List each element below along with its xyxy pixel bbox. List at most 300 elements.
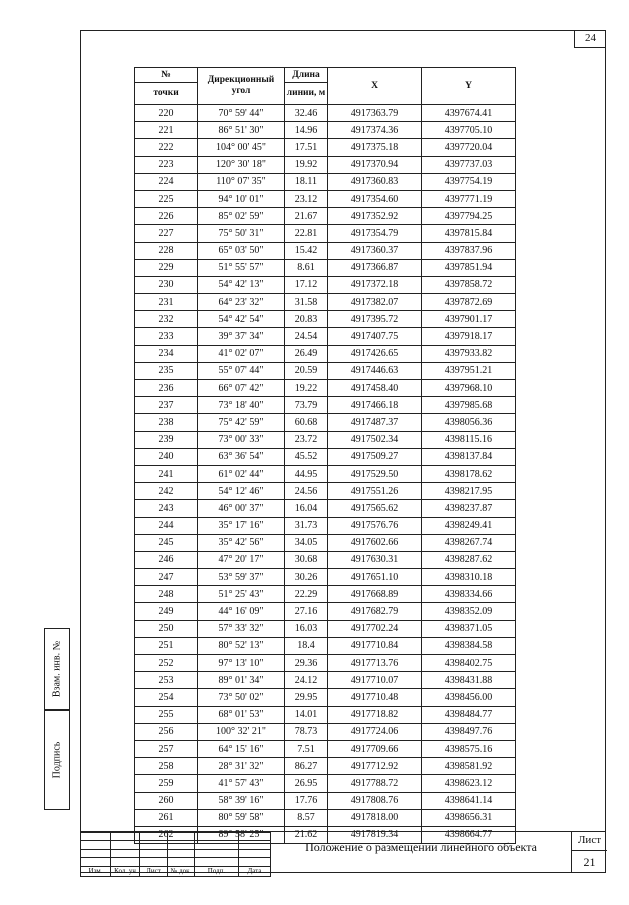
- cell-line-length: 29.95: [285, 689, 328, 706]
- cell-coord-x: 4917487.37: [328, 414, 422, 431]
- stamp-cell: [81, 833, 111, 841]
- cell-line-length: 18.4: [285, 637, 328, 654]
- cell-point-no: 245: [135, 534, 198, 551]
- cell-coord-y: 4397851.94: [422, 259, 516, 276]
- cell-direction-angle: 64° 23' 32": [198, 294, 285, 311]
- table-row: [135, 242, 516, 259]
- cell-line-length: 22.29: [285, 586, 328, 603]
- cell-direction-angle: 54° 42' 54": [198, 311, 285, 328]
- cell-coord-y: 4397737.03: [422, 156, 516, 173]
- table-row: [135, 139, 516, 156]
- cell-line-length: 8.57: [285, 809, 328, 826]
- cell-point-no: 221: [135, 122, 198, 139]
- cell-coord-y: 4398115.16: [422, 431, 516, 448]
- cell-direction-angle: 64° 15' 16": [198, 740, 285, 757]
- cell-coord-x: 4917724.06: [328, 723, 422, 740]
- header-length: Длина: [285, 68, 328, 83]
- cell-coord-x: 4917360.37: [328, 242, 422, 259]
- table-row: [135, 397, 516, 414]
- cell-direction-angle: 63° 36' 54": [198, 448, 285, 465]
- cell-line-length: 26.95: [285, 775, 328, 792]
- cell-point-no: 244: [135, 517, 198, 534]
- cell-direction-angle: 41° 57' 43": [198, 775, 285, 792]
- stamp-sheet: [571, 832, 607, 872]
- table-row: [135, 792, 516, 809]
- cell-coord-y: 4398217.95: [422, 483, 516, 500]
- table-row: [135, 328, 516, 345]
- table-row: [135, 483, 516, 500]
- cell-direction-angle: 89° 58' 25": [198, 826, 285, 843]
- stamp-cell: [239, 833, 271, 841]
- stamp-cell: [168, 833, 195, 841]
- cell-coord-y: 4398656.31: [422, 809, 516, 826]
- cell-coord-x: 4917709.66: [328, 740, 422, 757]
- stamp-cell: [140, 841, 168, 849]
- cell-coord-y: 4397794.25: [422, 208, 516, 225]
- table-row: [135, 276, 516, 293]
- cell-line-length: 32.46: [285, 105, 328, 122]
- table-row: [135, 105, 516, 122]
- cell-direction-angle: 51° 25' 43": [198, 586, 285, 603]
- cell-direction-angle: 39° 37' 34": [198, 328, 285, 345]
- stamp-col-label: Лист: [140, 866, 168, 876]
- cell-point-no: 247: [135, 569, 198, 586]
- cell-coord-x: 4917407.75: [328, 328, 422, 345]
- cell-line-length: 44.95: [285, 465, 328, 482]
- cell-direction-angle: 35° 17' 16": [198, 517, 285, 534]
- cell-direction-angle: 73° 00' 33": [198, 431, 285, 448]
- cell-point-no: 254: [135, 689, 198, 706]
- table-row: [135, 294, 516, 311]
- cell-coord-x: 4917710.48: [328, 689, 422, 706]
- cell-direction-angle: 55° 07' 44": [198, 362, 285, 379]
- cell-direction-angle: 80° 59' 58": [198, 809, 285, 826]
- cell-direction-angle: 44° 16' 09": [198, 603, 285, 620]
- cell-coord-y: 4398137.84: [422, 448, 516, 465]
- side-box-podpis: [44, 710, 70, 810]
- stamp-cell: [140, 833, 168, 841]
- table-row: [135, 723, 516, 740]
- cell-line-length: 29.36: [285, 655, 328, 672]
- cell-point-no: 258: [135, 758, 198, 775]
- cell-coord-x: 4917668.89: [328, 586, 422, 603]
- stamp-cell: [81, 841, 111, 849]
- cell-direction-angle: 57° 33' 32": [198, 620, 285, 637]
- table-row: [135, 689, 516, 706]
- header-point-no: №: [135, 68, 198, 83]
- cell-line-length: 19.92: [285, 156, 328, 173]
- cell-direction-angle: 35° 42' 56": [198, 534, 285, 551]
- stamp-cell: [168, 858, 195, 866]
- cell-coord-y: 4397705.10: [422, 122, 516, 139]
- cell-line-length: 60.68: [285, 414, 328, 431]
- cell-coord-x: 4917502.34: [328, 431, 422, 448]
- stamp-cell: [111, 841, 140, 849]
- cell-point-no: 242: [135, 483, 198, 500]
- cell-point-no: 220: [135, 105, 198, 122]
- cell-line-length: 21.67: [285, 208, 328, 225]
- table-row: [135, 672, 516, 689]
- stamp-cell: [168, 849, 195, 857]
- cell-coord-y: 4397674.41: [422, 105, 516, 122]
- cell-point-no: 227: [135, 225, 198, 242]
- cell-line-length: 23.12: [285, 190, 328, 207]
- cell-line-length: 34.05: [285, 534, 328, 551]
- cell-line-length: 26.49: [285, 345, 328, 362]
- table-row: [135, 465, 516, 482]
- cell-coord-x: 4917354.79: [328, 225, 422, 242]
- stamp-col-label: Кол. уч: [111, 866, 140, 876]
- cell-direction-angle: 41° 02' 07": [198, 345, 285, 362]
- cell-point-no: 252: [135, 655, 198, 672]
- header-direction: Дирекционный угол: [198, 68, 285, 105]
- stamp-cell: [195, 841, 239, 849]
- cell-line-length: 31.58: [285, 294, 328, 311]
- cell-coord-x: 4917375.18: [328, 139, 422, 156]
- table-row: [135, 208, 516, 225]
- cell-coord-x: 4917551.26: [328, 483, 422, 500]
- cell-point-no: 246: [135, 551, 198, 568]
- cell-line-length: 78.73: [285, 723, 328, 740]
- cell-point-no: 253: [135, 672, 198, 689]
- table-row: [135, 569, 516, 586]
- cell-coord-x: 4917788.72: [328, 775, 422, 792]
- cell-direction-angle: 58° 39' 16": [198, 792, 285, 809]
- cell-line-length: 27.16: [285, 603, 328, 620]
- stamp-col-label: № док.: [168, 866, 195, 876]
- table-row: [135, 534, 516, 551]
- cell-point-no: 237: [135, 397, 198, 414]
- cell-point-no: 240: [135, 448, 198, 465]
- table-row: [135, 517, 516, 534]
- cell-point-no: 235: [135, 362, 198, 379]
- cell-point-no: 257: [135, 740, 198, 757]
- cell-direction-angle: 110° 07' 35": [198, 173, 285, 190]
- cell-coord-x: 4917576.76: [328, 517, 422, 534]
- cell-line-length: 21.62: [285, 826, 328, 843]
- cell-direction-angle: 75° 42' 59": [198, 414, 285, 431]
- cell-coord-y: 4397968.10: [422, 380, 516, 397]
- cell-direction-angle: 73° 50' 02": [198, 689, 285, 706]
- cell-point-no: 241: [135, 465, 198, 482]
- cell-point-no: 262: [135, 826, 198, 843]
- cell-coord-x: 4917565.62: [328, 500, 422, 517]
- cell-line-length: 15.42: [285, 242, 328, 259]
- cell-coord-y: 4398237.87: [422, 500, 516, 517]
- table-row: [135, 500, 516, 517]
- cell-line-length: 23.72: [285, 431, 328, 448]
- table-row: [135, 380, 516, 397]
- side-label-podpis: Подпись: [51, 741, 63, 779]
- cell-line-length: 24.12: [285, 672, 328, 689]
- table-row: [135, 740, 516, 757]
- stamp-cell: [195, 833, 239, 841]
- cell-coord-x: 4917529.50: [328, 465, 422, 482]
- cell-point-no: 255: [135, 706, 198, 723]
- cell-coord-y: 4398641.14: [422, 792, 516, 809]
- cell-coord-x: 4917458.40: [328, 380, 422, 397]
- header-length-sub: линии, м: [285, 83, 328, 105]
- cell-point-no: 234: [135, 345, 198, 362]
- stamp-grid: [80, 832, 271, 877]
- cell-point-no: 251: [135, 637, 198, 654]
- cell-point-no: 239: [135, 431, 198, 448]
- cell-coord-y: 4398402.75: [422, 655, 516, 672]
- cell-direction-angle: 120° 30' 18": [198, 156, 285, 173]
- cell-point-no: 225: [135, 190, 198, 207]
- cell-coord-y: 4397933.82: [422, 345, 516, 362]
- cell-direction-angle: 65° 03' 50": [198, 242, 285, 259]
- stamp-cell: [140, 849, 168, 857]
- cell-direction-angle: 66° 07' 42": [198, 380, 285, 397]
- cell-line-length: 73.79: [285, 397, 328, 414]
- table-row: [135, 311, 516, 328]
- table-row: [135, 809, 516, 826]
- cell-coord-y: 4397837.96: [422, 242, 516, 259]
- cell-direction-angle: 104° 00' 45": [198, 139, 285, 156]
- cell-coord-y: 4398384.58: [422, 637, 516, 654]
- table-row: [135, 225, 516, 242]
- stamp-cell: [81, 858, 111, 866]
- stamp-cell: [168, 841, 195, 849]
- cell-coord-y: 4398664.77: [422, 826, 516, 843]
- cell-coord-y: 4397872.69: [422, 294, 516, 311]
- cell-direction-angle: 54° 42' 13": [198, 276, 285, 293]
- stamp-cell: [111, 858, 140, 866]
- table-row: [135, 156, 516, 173]
- stamp-sheet-number: 21: [583, 855, 596, 869]
- cell-direction-angle: 28° 31' 32": [198, 758, 285, 775]
- stamp-cell: [140, 858, 168, 866]
- cell-direction-angle: 100° 32' 21": [198, 723, 285, 740]
- cell-line-length: 8.61: [285, 259, 328, 276]
- cell-point-no: 224: [135, 173, 198, 190]
- cell-point-no: 243: [135, 500, 198, 517]
- cell-direction-angle: 80° 52' 13": [198, 637, 285, 654]
- cell-coord-y: 4398497.76: [422, 723, 516, 740]
- stamp-cell: [111, 833, 140, 841]
- title-block: [80, 831, 606, 874]
- cell-coord-x: 4917819.34: [328, 826, 422, 843]
- cell-point-no: 228: [135, 242, 198, 259]
- table-row: [135, 259, 516, 276]
- stamp-cell: [239, 858, 271, 866]
- cell-point-no: 259: [135, 775, 198, 792]
- cell-coord-y: 4397815.84: [422, 225, 516, 242]
- cell-direction-angle: 61° 02' 44": [198, 465, 285, 482]
- stamp-title: [270, 832, 571, 872]
- cell-direction-angle: 94° 10' 01": [198, 190, 285, 207]
- cell-point-no: 261: [135, 809, 198, 826]
- cell-coord-y: 4397985.68: [422, 397, 516, 414]
- cell-line-length: 86.27: [285, 758, 328, 775]
- cell-coord-x: 4917710.07: [328, 672, 422, 689]
- cell-line-length: 16.04: [285, 500, 328, 517]
- cell-direction-angle: 85° 02' 59": [198, 208, 285, 225]
- stamp-cell: [239, 841, 271, 849]
- cell-line-length: 17.51: [285, 139, 328, 156]
- stamp-col-label: Дата: [239, 866, 271, 876]
- cell-coord-y: 4398310.18: [422, 569, 516, 586]
- table-row: [135, 362, 516, 379]
- cell-line-length: 17.12: [285, 276, 328, 293]
- table-row: [135, 448, 516, 465]
- header-point-sub: точки: [135, 83, 198, 105]
- table-row: [135, 620, 516, 637]
- stamp-sheet-label: Лист: [572, 832, 607, 851]
- cell-line-length: 14.96: [285, 122, 328, 139]
- table-row: [135, 122, 516, 139]
- cell-coord-y: 4398623.12: [422, 775, 516, 792]
- cell-line-length: 22.81: [285, 225, 328, 242]
- cell-coord-x: 4917818.00: [328, 809, 422, 826]
- cell-point-no: 248: [135, 586, 198, 603]
- cell-coord-y: 4398249.41: [422, 517, 516, 534]
- header-x: X: [328, 68, 422, 105]
- cell-line-length: 20.59: [285, 362, 328, 379]
- cell-coord-y: 4398484.77: [422, 706, 516, 723]
- cell-direction-angle: 54° 12' 46": [198, 483, 285, 500]
- table-row: [135, 173, 516, 190]
- cell-point-no: 249: [135, 603, 198, 620]
- cell-coord-y: 4398575.16: [422, 740, 516, 757]
- cell-point-no: 233: [135, 328, 198, 345]
- side-box-vzam: [44, 628, 70, 710]
- cell-direction-angle: 51° 55' 57": [198, 259, 285, 276]
- cell-coord-x: 4917372.18: [328, 276, 422, 293]
- cell-coord-y: 4398371.05: [422, 620, 516, 637]
- cell-coord-y: 4397858.72: [422, 276, 516, 293]
- cell-line-length: 45.52: [285, 448, 328, 465]
- cell-coord-y: 4398287.62: [422, 551, 516, 568]
- cell-direction-angle: 75° 50' 31": [198, 225, 285, 242]
- stamp-cell: [111, 849, 140, 857]
- cell-coord-y: 4398581.92: [422, 758, 516, 775]
- table-row: [135, 345, 516, 362]
- cell-direction-angle: 53° 59' 37": [198, 569, 285, 586]
- cell-coord-y: 4397754.19: [422, 173, 516, 190]
- cell-line-length: 31.73: [285, 517, 328, 534]
- table-row: [135, 551, 516, 568]
- cell-coord-y: 4397771.19: [422, 190, 516, 207]
- cell-coord-y: 4397901.17: [422, 311, 516, 328]
- cell-coord-x: 4917509.27: [328, 448, 422, 465]
- cell-coord-x: 4917374.36: [328, 122, 422, 139]
- cell-coord-x: 4917426.65: [328, 345, 422, 362]
- table-row: [135, 775, 516, 792]
- table-row: [135, 603, 516, 620]
- cell-line-length: 18.11: [285, 173, 328, 190]
- cell-coord-y: 4397918.17: [422, 328, 516, 345]
- cell-coord-y: 4398178.62: [422, 465, 516, 482]
- cell-point-no: 238: [135, 414, 198, 431]
- cell-coord-x: 4917466.18: [328, 397, 422, 414]
- cell-coord-x: 4917395.72: [328, 311, 422, 328]
- cell-coord-y: 4397720.04: [422, 139, 516, 156]
- cell-coord-x: 4917370.94: [328, 156, 422, 173]
- cell-coord-x: 4917718.82: [328, 706, 422, 723]
- cell-point-no: 232: [135, 311, 198, 328]
- cell-coord-y: 4398267.74: [422, 534, 516, 551]
- stamp-title-text: Положение о размещении линейного объекта: [305, 840, 537, 854]
- cell-coord-x: 4917382.07: [328, 294, 422, 311]
- stamp-col-label: Изм.: [81, 866, 111, 876]
- cell-point-no: 231: [135, 294, 198, 311]
- cell-coord-x: 4917360.83: [328, 173, 422, 190]
- cell-line-length: 16.03: [285, 620, 328, 637]
- cell-coord-x: 4917682.79: [328, 603, 422, 620]
- cell-coord-x: 4917363.79: [328, 105, 422, 122]
- side-label-vzam: Взам. инв. №: [51, 640, 63, 698]
- cell-coord-y: 4398352.09: [422, 603, 516, 620]
- cell-coord-x: 4917651.10: [328, 569, 422, 586]
- table-row: [135, 414, 516, 431]
- table-row: [135, 758, 516, 775]
- cell-point-no: 229: [135, 259, 198, 276]
- cell-coord-y: 4398456.00: [422, 689, 516, 706]
- cell-coord-x: 4917808.76: [328, 792, 422, 809]
- cell-direction-angle: 46° 00' 37": [198, 500, 285, 517]
- table-row: [135, 586, 516, 603]
- cell-coord-x: 4917446.63: [328, 362, 422, 379]
- table-row: [135, 637, 516, 654]
- table-row: [135, 190, 516, 207]
- cell-point-no: 250: [135, 620, 198, 637]
- cell-coord-y: 4398056.36: [422, 414, 516, 431]
- cell-line-length: 30.68: [285, 551, 328, 568]
- cell-direction-angle: 70° 59' 44": [198, 105, 285, 122]
- cell-line-length: 24.54: [285, 328, 328, 345]
- cell-point-no: 256: [135, 723, 198, 740]
- cell-coord-x: 4917366.87: [328, 259, 422, 276]
- stamp-cell: [239, 849, 271, 857]
- cell-point-no: 230: [135, 276, 198, 293]
- cell-coord-y: 4397951.21: [422, 362, 516, 379]
- cell-direction-angle: 89° 01' 34": [198, 672, 285, 689]
- page-number-top: 24: [574, 30, 606, 48]
- cell-direction-angle: 68° 01' 53": [198, 706, 285, 723]
- cell-coord-y: 4398334.66: [422, 586, 516, 603]
- cell-point-no: 223: [135, 156, 198, 173]
- cell-direction-angle: 47° 20' 17": [198, 551, 285, 568]
- table-row: [135, 655, 516, 672]
- cell-point-no: 226: [135, 208, 198, 225]
- cell-line-length: 7.51: [285, 740, 328, 757]
- cell-line-length: 20.83: [285, 311, 328, 328]
- cell-direction-angle: 97° 13' 10": [198, 655, 285, 672]
- cell-coord-x: 4917354.60: [328, 190, 422, 207]
- cell-line-length: 14.01: [285, 706, 328, 723]
- cell-direction-angle: 73° 18' 40": [198, 397, 285, 414]
- cell-line-length: 17.76: [285, 792, 328, 809]
- table-row: [135, 431, 516, 448]
- coordinates-body: [135, 105, 516, 844]
- cell-point-no: 236: [135, 380, 198, 397]
- cell-coord-x: 4917352.92: [328, 208, 422, 225]
- cell-coord-x: 4917602.66: [328, 534, 422, 551]
- cell-coord-x: 4917630.31: [328, 551, 422, 568]
- cell-line-length: 19.22: [285, 380, 328, 397]
- coordinates-table: [134, 67, 516, 844]
- cell-coord-x: 4917710.84: [328, 637, 422, 654]
- cell-direction-angle: 86° 51' 30": [198, 122, 285, 139]
- cell-coord-y: 4398431.88: [422, 672, 516, 689]
- cell-point-no: 222: [135, 139, 198, 156]
- cell-coord-x: 4917702.24: [328, 620, 422, 637]
- cell-coord-x: 4917713.76: [328, 655, 422, 672]
- cell-line-length: 24.56: [285, 483, 328, 500]
- table-row: [135, 706, 516, 723]
